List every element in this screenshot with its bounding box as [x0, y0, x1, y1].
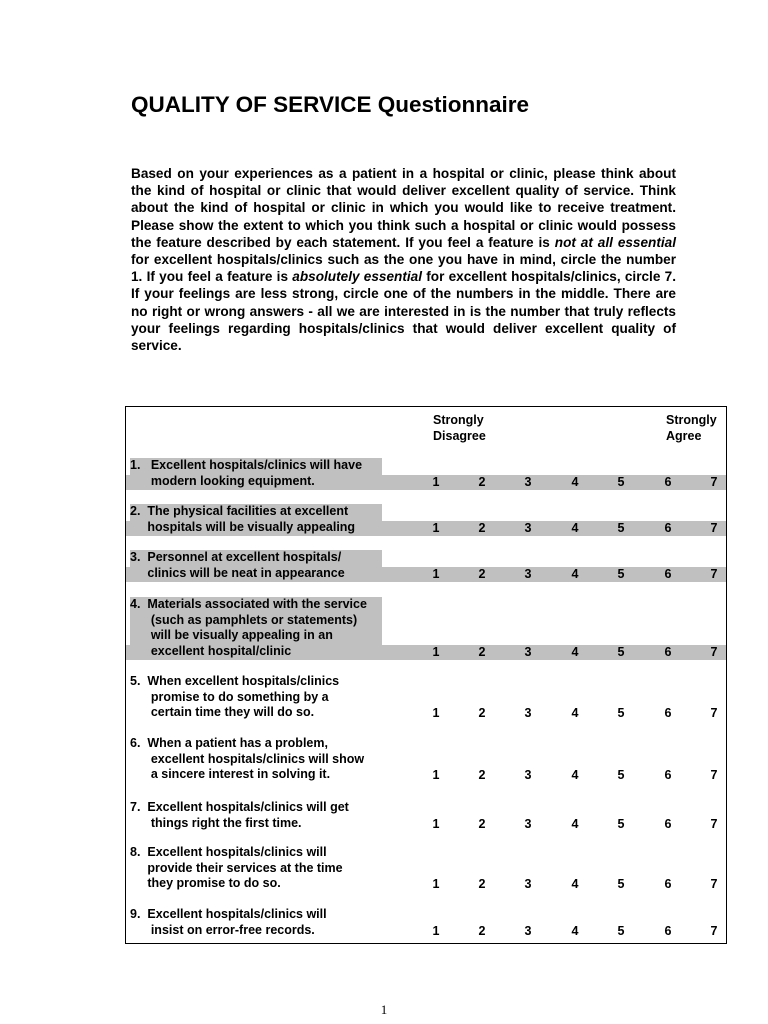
rating-option-5[interactable]: 5 [617, 520, 625, 535]
question-text [130, 550, 390, 581]
scale-header-left [433, 412, 486, 444]
question-line: 5. When excellent hospitals/clinics [130, 674, 340, 688]
question-line: things right the first time. [130, 815, 302, 830]
rating-option-4[interactable]: 4 [571, 816, 579, 831]
rating-option-5[interactable]: 5 [617, 923, 625, 938]
rating-option-6[interactable]: 6 [664, 706, 672, 720]
question-line: excellent hospitals/clinics will show [130, 751, 365, 766]
instructions-paragraph [131, 165, 676, 354]
question-text [130, 504, 390, 535]
question-line: promise to do something by a [130, 689, 329, 704]
page-number: 1 [380, 1002, 388, 1017]
question-text [130, 458, 390, 489]
scale-left-line-2: Disagree [433, 429, 486, 443]
rating-option-7[interactable]: 7 [710, 768, 718, 782]
rating-option-5[interactable]: 5 [617, 768, 625, 782]
rating-option-6[interactable]: 6 [664, 644, 672, 659]
rating-option-1[interactable]: 1 [432, 644, 440, 659]
rating-option-3[interactable]: 3 [524, 816, 532, 831]
question-line: 1. Excellent hospitals/clinics will have [130, 458, 382, 474]
question-text [130, 736, 390, 783]
rating-option-7[interactable]: 7 [710, 923, 718, 938]
rating-option-5[interactable]: 5 [617, 877, 625, 891]
question-line: 4. Materials associated with the service [130, 597, 382, 613]
question-item-2 [126, 504, 726, 535]
question-item-9 [126, 907, 726, 938]
rating-option-2[interactable]: 2 [478, 706, 486, 720]
question-line: they promise to do so. [130, 876, 281, 890]
rating-option-7[interactable]: 7 [710, 644, 718, 659]
instructions-emphasis-absolutely-essential: absolutely essential [292, 269, 422, 285]
question-line: 2. The physical facilities at excellent [130, 504, 382, 520]
rating-option-3[interactable]: 3 [524, 566, 532, 581]
question-item-4 [126, 597, 726, 659]
rating-option-1[interactable]: 1 [432, 923, 440, 938]
question-text [130, 800, 390, 831]
scale-left-line-1: Strongly [433, 413, 484, 427]
rating-option-3[interactable]: 3 [524, 923, 532, 938]
scale-right-line-2: Agree [666, 429, 702, 443]
rating-option-3[interactable]: 3 [524, 768, 532, 782]
rating-option-6[interactable]: 6 [664, 474, 672, 489]
question-line: will be visually appealing in an [130, 628, 382, 644]
rating-option-2[interactable]: 2 [478, 816, 486, 831]
question-line: 3. Personnel at excellent hospitals/ [130, 550, 382, 566]
rating-option-6[interactable]: 6 [664, 768, 672, 782]
rating-option-4[interactable]: 4 [571, 923, 579, 938]
page-title: QUALITY OF SERVICE Questionnaire [131, 92, 529, 117]
question-text [130, 845, 390, 892]
rating-option-4[interactable]: 4 [571, 520, 579, 535]
rating-option-2[interactable]: 2 [478, 520, 486, 535]
rating-option-4[interactable]: 4 [571, 474, 579, 489]
rating-option-6[interactable]: 6 [664, 520, 672, 535]
question-item-7 [126, 800, 726, 831]
rating-option-7[interactable]: 7 [710, 877, 718, 891]
rating-option-3[interactable]: 3 [524, 520, 532, 535]
rating-option-6[interactable]: 6 [664, 923, 672, 938]
scale-header-right [666, 412, 717, 444]
rating-option-5[interactable]: 5 [617, 816, 625, 831]
rating-option-3[interactable]: 3 [524, 474, 532, 489]
question-line: modern looking equipment. [130, 474, 382, 490]
rating-option-6[interactable]: 6 [664, 877, 672, 891]
question-line: (such as pamphlets or statements) [130, 613, 382, 629]
rating-option-2[interactable]: 2 [478, 923, 486, 938]
rating-option-2[interactable]: 2 [478, 768, 486, 782]
rating-option-7[interactable]: 7 [710, 816, 718, 831]
question-item-5 [126, 674, 726, 721]
rating-option-5[interactable]: 5 [617, 706, 625, 720]
rating-option-7[interactable]: 7 [710, 706, 718, 720]
question-item-6 [126, 736, 726, 783]
rating-option-1[interactable]: 1 [432, 474, 440, 489]
question-line: a sincere interest in solving it. [130, 767, 331, 781]
question-line: 8. Excellent hospitals/clinics will [130, 845, 327, 859]
rating-option-7[interactable]: 7 [710, 474, 718, 489]
instructions-part-1: Based on your experiences as a patient in a hospital or clinic, please think about the kind of hospital or clinic that would deliver excellent quality of service. Think about the kind of hospital or clinic in which you would like to receive treatment. Please show the extent to which you think such a hospital or clinic would possess the feature described by each statement. If you feel a feature is [131, 166, 676, 250]
question-line: hospitals will be visually appealing [130, 520, 382, 536]
rating-option-3[interactable]: 3 [524, 644, 532, 659]
rating-option-4[interactable]: 4 [571, 877, 579, 891]
rating-option-4[interactable]: 4 [571, 644, 579, 659]
question-item-8 [126, 845, 726, 892]
instructions-part-2: for excellent hospitals/clinics such as the one you have in mind, circle the number 1. If you feel a feature is [131, 252, 676, 285]
question-line: certain time they will do so. [130, 705, 315, 719]
rating-option-3[interactable]: 3 [524, 877, 532, 891]
rating-option-5[interactable]: 5 [617, 474, 625, 489]
question-item-1 [126, 458, 726, 489]
instructions-part-3: for excellent hospitals/clinics, circle 7. If your feelings are less strong, circle one of the numbers in the middle. There are no right or wrong answers - all we are interested in is the number that truly reflects your feelings regarding hospitals/clinics that would deliver excellent quality of service. [131, 269, 676, 354]
question-line: 7. Excellent hospitals/clinics will get [130, 800, 349, 814]
rating-option-4[interactable]: 4 [571, 768, 579, 782]
question-line: provide their services at the time [130, 860, 343, 875]
rating-option-3[interactable]: 3 [524, 706, 532, 720]
question-text [130, 597, 390, 659]
rating-option-2[interactable]: 2 [478, 877, 486, 891]
rating-option-6[interactable]: 6 [664, 816, 672, 831]
rating-option-6[interactable]: 6 [664, 566, 672, 581]
question-text [130, 907, 390, 938]
rating-option-1[interactable]: 1 [432, 816, 440, 831]
rating-option-2[interactable]: 2 [478, 644, 486, 659]
instructions-emphasis-not-essential: not at all essential [554, 234, 677, 250]
rating-option-2[interactable]: 2 [478, 474, 486, 489]
question-line: 9. Excellent hospitals/clinics will [130, 907, 327, 921]
rating-option-5[interactable]: 5 [617, 566, 625, 581]
question-line: insist on error-free records. [130, 922, 315, 937]
question-item-3 [126, 550, 726, 581]
rating-option-7[interactable]: 7 [710, 520, 718, 535]
rating-option-1[interactable]: 1 [432, 566, 440, 581]
question-text [130, 674, 390, 721]
rating-option-7[interactable]: 7 [710, 566, 718, 581]
rating-option-2[interactable]: 2 [478, 566, 486, 581]
question-line: excellent hospital/clinic [130, 644, 382, 660]
scale-right-line-1: Strongly [666, 413, 717, 427]
question-line: clinics will be neat in appearance [130, 566, 382, 582]
rating-option-1[interactable]: 1 [432, 706, 440, 720]
rating-option-4[interactable]: 4 [571, 706, 579, 720]
questionnaire-table [125, 406, 727, 944]
rating-option-4[interactable]: 4 [571, 566, 579, 581]
rating-option-5[interactable]: 5 [617, 644, 625, 659]
rating-option-1[interactable]: 1 [432, 520, 440, 535]
question-line: 6. When a patient has a problem, [130, 736, 328, 750]
rating-option-1[interactable]: 1 [432, 768, 440, 782]
rating-option-1[interactable]: 1 [432, 877, 440, 891]
